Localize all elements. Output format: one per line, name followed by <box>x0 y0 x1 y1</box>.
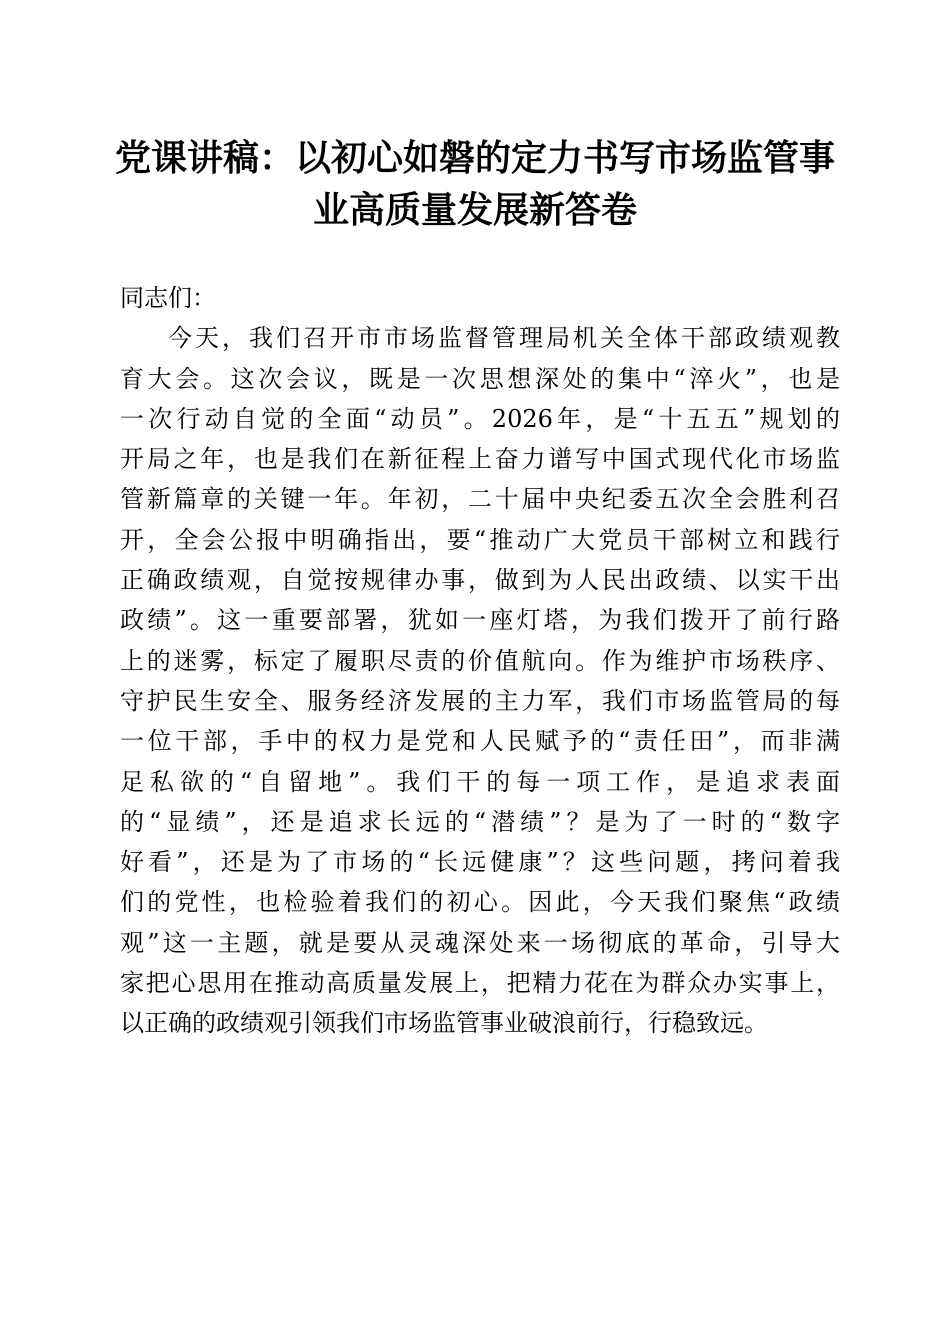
paragraph-line: 守护民生安全、服务经济发展的主力军，我们市场监管局的每 <box>120 686 840 715</box>
paragraph-line: 上的迷雾，标定了履职尽责的价值航向。作为维护市场秩序、 <box>120 646 840 675</box>
paragraph-line: 一次行动自觉的全面“动员”。2026年，是“十五五”规划的 <box>120 404 840 433</box>
body-paragraph <box>120 318 840 1043</box>
paragraph-line: 正确政绩观，自觉按规律办事，做到为人民出政绩、以实干出 <box>120 566 840 595</box>
paragraph-line: 们的党性，也检验着我们的初心。因此，今天我们聚焦“政绩 <box>120 888 840 917</box>
paragraph-line: 管新篇章的关键一年。年初，二十届中央纪委五次全会胜利召 <box>120 485 840 514</box>
paragraph-line: 家把心思用在推动高质量发展上，把精力花在为群众办实事上， <box>120 969 840 998</box>
paragraph-line: 的“显绩”，还是追求长远的“潜绩”？是为了一时的“数字 <box>120 807 840 836</box>
document-title <box>110 132 840 236</box>
paragraph-line: 政绩”。这一重要部署，犹如一座灯塔，为我们拨开了前行路 <box>120 606 840 635</box>
title-line-1: 党课讲稿：以初心如磐的定力书写市场监管事 <box>114 137 835 179</box>
paragraph-line: 一位干部，手中的权力是党和人民赋予的“责任田”，而非满 <box>120 727 840 756</box>
paragraph-line: 好看”，还是为了市场的“长远健康”？这些问题，拷问着我 <box>120 848 840 877</box>
paragraph-line: 开，全会公报中明确指出，要“推动广大党员干部树立和践行 <box>120 525 840 554</box>
title-line-2: 业高质量发展新答卷 <box>312 189 637 231</box>
salutation: 同志们： <box>120 284 216 312</box>
paragraph-line: 足私欲的“自留地”。我们干的每一项工作，是追求表面 <box>120 767 840 796</box>
paragraph-line: 育大会。这次会议，既是一次思想深处的集中“淬火”，也是 <box>120 364 840 393</box>
paragraph-line: 观”这一主题，就是要从灵魂深处来一场彻底的革命，引导大 <box>120 928 840 957</box>
paragraph-line: 今天，我们召开市市场监督管理局机关全体干部政绩观教 <box>168 324 840 353</box>
paragraph-line: 开局之年，也是我们在新征程上奋力谱写中国式现代化市场监 <box>120 445 840 474</box>
paragraph-line: 以正确的政绩观引领我们市场监管事业破浪前行，行稳致远。 <box>120 1009 768 1038</box>
document-body <box>120 278 840 1044</box>
